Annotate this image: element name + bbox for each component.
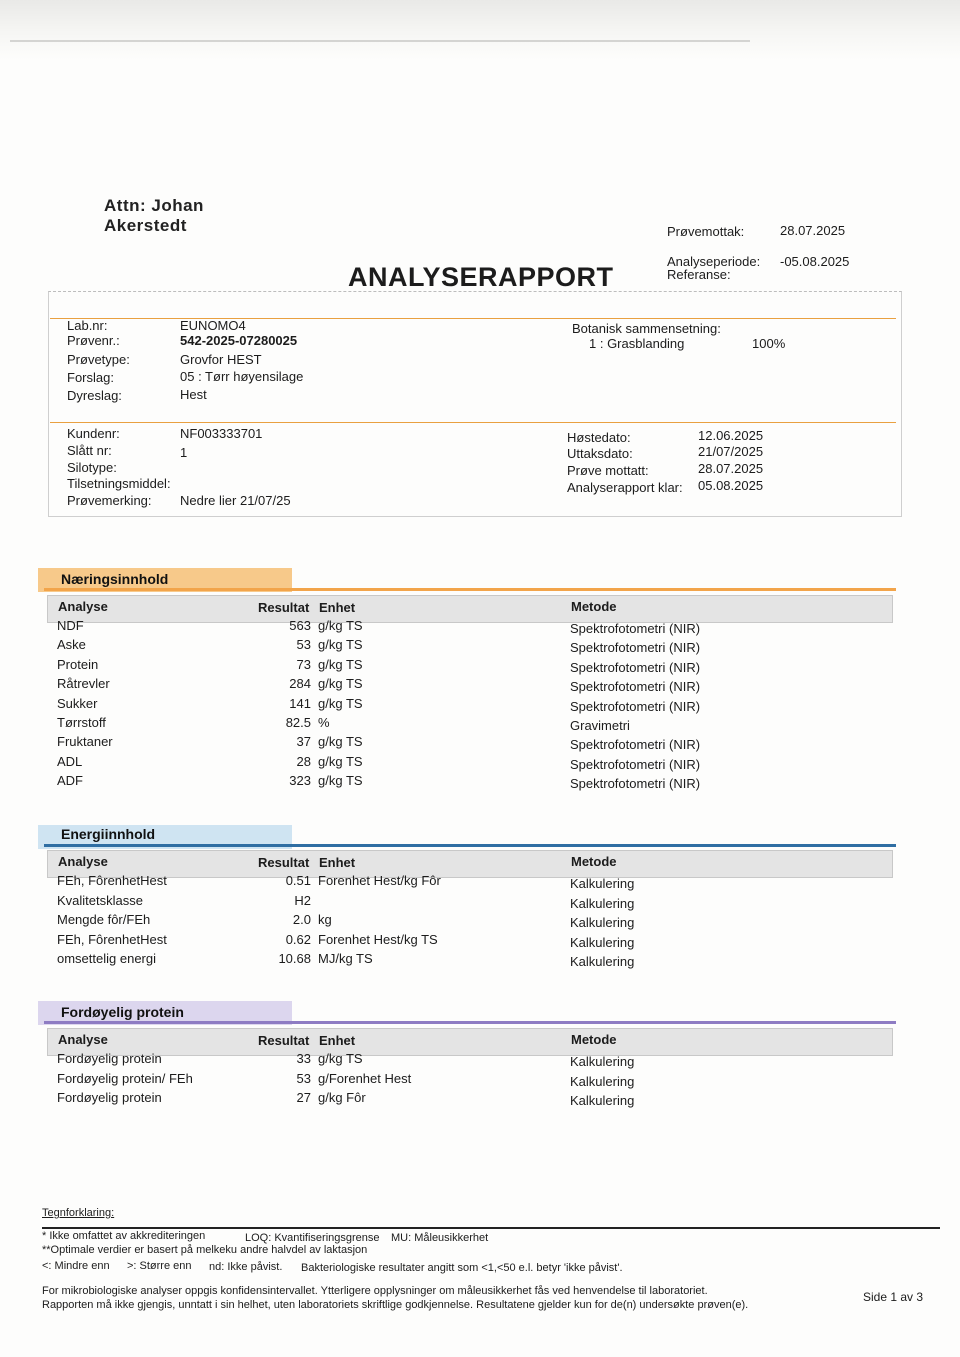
cell-metode: Spektrofotometri (NIR) <box>570 659 701 675</box>
cell-analyse: FEh, FôrenhetHest <box>57 931 167 947</box>
cell-analyse: Fruktaner <box>57 734 113 750</box>
provemerking-label: Prøvemerking: <box>67 493 152 508</box>
cell-enhet: kg <box>318 912 332 927</box>
referanse-label: Referanse: <box>667 267 731 282</box>
col-resultat: Resultat <box>258 1033 310 1048</box>
table-row <box>47 1051 891 1070</box>
cell-enhet: Forenhet Hest/kg TS <box>318 931 438 947</box>
section-title-protein: Fordøyelig protein <box>61 1004 184 1020</box>
cell-resultat: 284 <box>289 676 311 692</box>
slatt-label: Slått nr: <box>67 443 112 458</box>
botanisk-percent: 100% <box>752 336 786 351</box>
cell-resultat: 563 <box>289 618 311 633</box>
analyseperiode-value: -05.08.2025 <box>780 254 850 269</box>
cell-metode: Spektrofotometri (NIR) <box>570 737 701 753</box>
kundenr-value: NF003333701 <box>180 426 263 441</box>
cell-enhet: g/kg TS <box>318 618 363 633</box>
cell-resultat: 33 <box>296 1051 311 1066</box>
cell-analyse: Råtrevler <box>57 676 110 692</box>
section-title-naering: Næringsinnhold <box>61 571 169 587</box>
cell-resultat: 10.68 <box>278 951 311 966</box>
col-metode: Metode <box>571 1032 617 1047</box>
provemottak-value: 28.07.2025 <box>780 223 846 238</box>
cell-enhet: g/kg TS <box>318 753 363 769</box>
cell-metode: Spektrofotometri (NIR) <box>570 679 701 695</box>
table-row <box>47 773 891 792</box>
cell-analyse: Fordøyelig protein <box>57 1090 162 1105</box>
cell-resultat: 53 <box>296 1070 311 1086</box>
cell-enhet: g/Forenhet Hest <box>318 1070 412 1086</box>
hostedato-value: 12.06.2025 <box>698 428 764 443</box>
cell-analyse: Fordøyelig protein/ FEh <box>57 1070 193 1086</box>
cell-metode: Kalkulering <box>570 934 635 950</box>
uttaksdato-label: Uttaksdato: <box>567 446 633 461</box>
divider <box>50 422 896 423</box>
cell-analyse: Tørrstoff <box>57 715 106 730</box>
table-row <box>47 873 891 892</box>
rapport-klar-value: 05.08.2025 <box>698 478 764 493</box>
cell-metode: Spektrofotometri (NIR) <box>570 621 701 636</box>
tilsetning-label: Tilsetningsmiddel: <box>67 476 171 491</box>
cell-metode: Spektrofotometri (NIR) <box>570 756 701 772</box>
cell-metode: Kalkulering <box>570 915 635 930</box>
cell-resultat: 28 <box>296 753 311 769</box>
page-number: Side 1 av 3 <box>863 1290 924 1304</box>
cell-analyse: Protein <box>57 656 99 672</box>
uttaksdato-value: 21/07/2025 <box>698 444 764 459</box>
table-row <box>47 657 891 676</box>
legend-nd: nd: Ikke påvist. <box>209 1261 283 1273</box>
table-row <box>47 932 891 951</box>
cell-analyse: omsettelig energi <box>57 951 156 966</box>
col-enhet: Enhet <box>319 1033 356 1048</box>
rapport-klar-label: Analyserapport klar: <box>567 480 683 495</box>
cell-enhet: g/kg TS <box>318 695 363 711</box>
provetype-value: Grovfor HEST <box>180 352 262 367</box>
forslag-value: 05 : Tørr høyensilage <box>180 369 304 384</box>
table-row <box>47 893 891 912</box>
cell-analyse: Aske <box>57 637 86 653</box>
botanisk-item: 1 : Grasblanding <box>589 336 685 351</box>
col-enhet: Enhet <box>319 855 356 870</box>
dyreslag-label: Dyreslag: <box>67 388 122 403</box>
cell-metode: Kalkulering <box>570 954 635 969</box>
table-row <box>47 715 891 734</box>
prove-mottatt-label: Prøve mottatt: <box>567 463 649 478</box>
cell-metode: Gravimetri <box>570 718 630 733</box>
cell-enhet: g/kg TS <box>318 656 363 672</box>
cell-resultat: 37 <box>296 734 311 750</box>
cell-resultat: 73 <box>296 656 311 672</box>
cell-metode: Kalkulering <box>570 876 635 891</box>
footer-line-2: Rapporten må ikke gjengis, unntatt i sin helhet, uten laboratoriets skriftlige godkjennelse. Resultatene gjelder kun for de(n) undersøkte prøven(e). <box>42 1299 749 1311</box>
cell-enhet: g/kg TS <box>318 773 363 789</box>
scan-shadow <box>0 0 960 60</box>
table-row <box>47 618 891 637</box>
cell-metode: Kalkulering <box>570 1073 635 1089</box>
col-analyse: Analyse <box>58 599 108 614</box>
table-row <box>47 912 891 931</box>
table-row <box>47 637 891 656</box>
col-resultat: Resultat <box>258 855 310 870</box>
silotype-label: Silotype: <box>67 460 117 475</box>
cell-enhet: g/kg TS <box>318 1051 363 1066</box>
cell-metode: Spektrofotometri (NIR) <box>570 640 701 656</box>
cell-analyse: Fordøyelig protein <box>57 1051 162 1066</box>
cell-resultat: 27 <box>296 1090 311 1105</box>
table-row <box>47 676 891 695</box>
legend-storre: >: Større enn <box>127 1260 192 1272</box>
page-title: ANALYSERAPPORT <box>348 262 614 292</box>
cell-resultat: 2.0 <box>292 912 311 927</box>
table-row <box>47 734 891 753</box>
cell-metode: Kalkulering <box>570 1054 635 1069</box>
cell-enhet: % <box>318 715 330 730</box>
labnr-label: Lab.nr: <box>67 318 108 333</box>
dyreslag-value: Hest <box>180 387 207 402</box>
table-row <box>47 754 891 773</box>
divider <box>50 318 896 319</box>
legend-optimale: **Optimale verdier er basert på melkeku andre halvdel av laktasjon <box>42 1244 368 1256</box>
col-resultat: Resultat <box>258 600 310 615</box>
cell-enhet: Forenhet Hest/kg Fôr <box>318 873 441 888</box>
scan-line <box>10 40 750 42</box>
cell-resultat: 0.62 <box>285 931 311 947</box>
legend-akkreditering: * Ikke omfattet av akkrediteringen <box>42 1230 206 1242</box>
cell-enhet: g/kg TS <box>318 734 363 750</box>
cell-enhet: g/kg TS <box>318 676 363 692</box>
table-row <box>47 951 891 970</box>
provenr-value: 542-2025-07280025 <box>180 333 298 348</box>
cell-metode: Spektrofotometri (NIR) <box>570 698 701 714</box>
legend-mu: MU: Måleusikkerhet <box>391 1232 489 1244</box>
footer-line-1: For mikrobiologiske analyser oppgis konfidensintervallet. Ytterligere opplysninger om måleusikkerhet fås ved henvendelse til laboratoriet. <box>42 1285 708 1297</box>
cell-analyse: NDF <box>57 618 84 633</box>
section-rule <box>44 1021 896 1024</box>
provetype-label: Prøvetype: <box>67 352 130 367</box>
cell-analyse: ADF <box>57 773 83 789</box>
cell-metode: Kalkulering <box>570 1093 635 1108</box>
col-analyse: Analyse <box>58 854 108 869</box>
cell-analyse: FEh, FôrenhetHest <box>57 873 167 888</box>
kundenr-label: Kundenr: <box>67 426 120 441</box>
provemottak-label: Prøvemottak: <box>667 224 745 239</box>
analyseperiode-label: Analyseperiode: <box>667 254 761 269</box>
table-row <box>47 1071 891 1090</box>
table-row <box>47 1090 891 1109</box>
cell-resultat: 141 <box>289 695 311 711</box>
legend-title: Tegnforklaring: <box>42 1207 115 1219</box>
cell-analyse: Sukker <box>57 695 98 711</box>
labnr-value: EUNOMO4 <box>180 318 246 333</box>
section-title-energi: Energiinnhold <box>61 826 156 842</box>
legend-mindre: <: Mindre enn <box>42 1260 110 1272</box>
attention-line: Attn: Johan Akerstedt <box>104 196 204 235</box>
col-metode: Metode <box>571 854 617 869</box>
cell-analyse: ADL <box>57 753 83 769</box>
col-enhet: Enhet <box>319 600 356 615</box>
legend-loq: LOQ: Kvantifiseringsgrense <box>245 1232 380 1244</box>
cell-enhet: g/kg TS <box>318 637 363 653</box>
cell-analyse: Mengde fôr/FEh <box>57 912 151 927</box>
col-analyse: Analyse <box>58 1032 108 1047</box>
col-metode: Metode <box>571 599 617 614</box>
section-rule <box>44 844 896 847</box>
legend-divider <box>42 1227 940 1229</box>
cell-resultat: H2 <box>294 892 311 908</box>
cell-metode: Spektrofotometri (NIR) <box>570 776 701 792</box>
cell-analyse: Kvalitetsklasse <box>57 892 143 908</box>
cell-enhet: MJ/kg TS <box>318 951 373 966</box>
cell-resultat: 82.5 <box>285 715 311 730</box>
sample-info-box <box>48 291 902 517</box>
cell-enhet: g/kg Fôr <box>318 1090 366 1105</box>
cell-resultat: 53 <box>296 637 311 653</box>
cell-metode: Kalkulering <box>570 895 635 911</box>
cell-resultat: 323 <box>289 773 311 789</box>
cell-resultat: 0.51 <box>285 873 311 888</box>
forslag-label: Forslag: <box>67 370 114 385</box>
provenr-label: Prøvenr.: <box>67 333 120 348</box>
prove-mottatt-value: 28.07.2025 <box>698 461 764 476</box>
slatt-value: 1 <box>180 445 188 460</box>
provemerking-value: Nedre lier 21/07/25 <box>180 493 291 508</box>
botanisk-label: Botanisk sammensetning: <box>572 321 721 336</box>
section-rule <box>44 588 896 591</box>
legend-bakteriologiske: Bakteriologiske resultater angitt som <1,<50 e.l. betyr 'ikke påvist'. <box>301 1262 623 1274</box>
hostedato-label: Høstedato: <box>567 430 631 445</box>
table-row <box>47 696 891 715</box>
